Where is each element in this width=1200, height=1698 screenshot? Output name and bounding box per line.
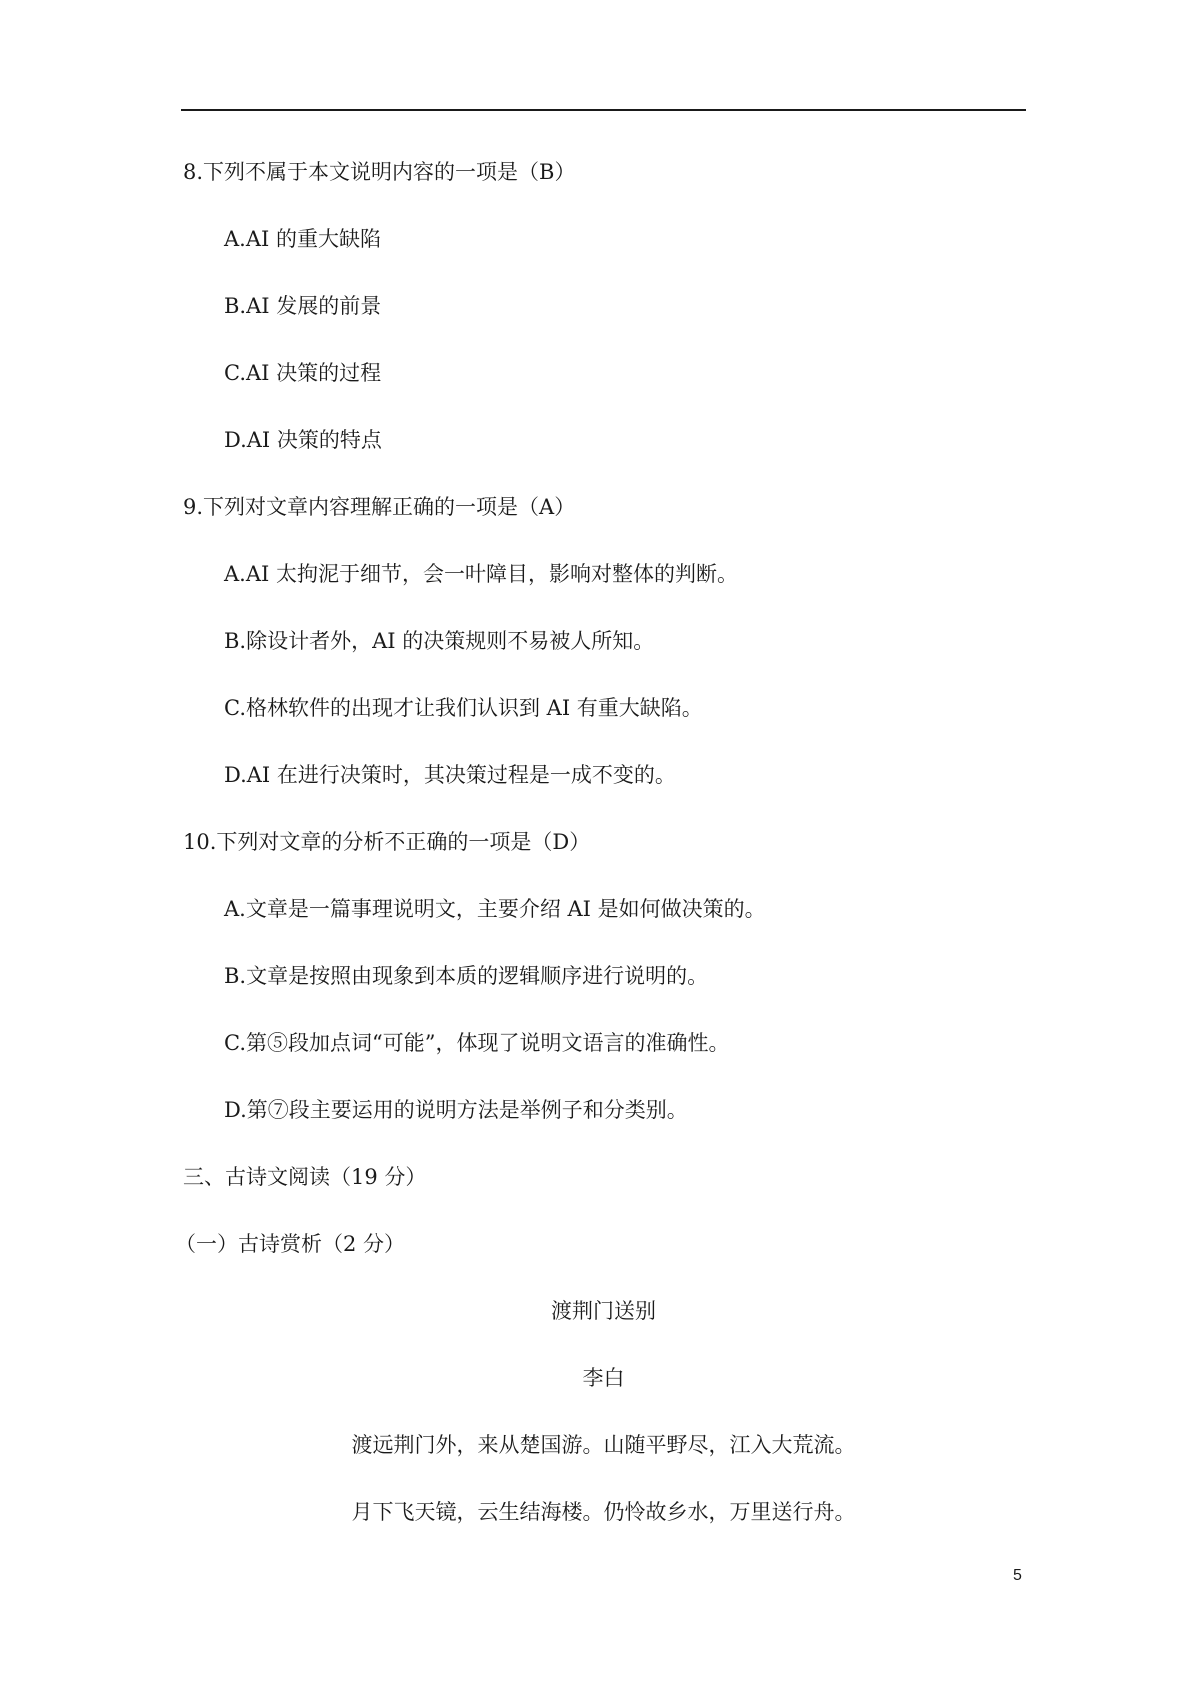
question-9-stem: 9.下列对文章内容理解正确的一项是（A） bbox=[183, 495, 576, 519]
question-8-option-b: B.AI 发展的前景 bbox=[224, 294, 382, 318]
question-10-option-b: B.文章是按照由现象到本质的逻辑顺序进行说明的。 bbox=[224, 964, 709, 988]
section-subheading: （一）古诗赏析（2 分） bbox=[175, 1232, 406, 1256]
question-8-option-d: D.AI 决策的特点 bbox=[224, 428, 382, 452]
question-10-option-a: A.文章是一篇事理说明文，主要介绍 AI 是如何做决策的。 bbox=[224, 897, 766, 921]
question-10-option-c: C.第⑤段加点词“可能”，体现了说明文语言的准确性。 bbox=[224, 1031, 730, 1055]
question-8-option-a: A.AI 的重大缺陷 bbox=[224, 227, 381, 251]
question-9-option-b: B.除设计者外，AI 的决策规则不易被人所知。 bbox=[224, 629, 655, 653]
question-10-option-d: D.第⑦段主要运用的说明方法是举例子和分类别。 bbox=[224, 1098, 688, 1122]
poem-title: 渡荆门送别 bbox=[551, 1299, 656, 1323]
question-9-option-a: A.AI 太拘泥于细节，会一叶障目，影响对整体的判断。 bbox=[224, 562, 738, 586]
poem-line-2: 月下飞天镜，云生结海楼。仍怜故乡水，万里送行舟。 bbox=[351, 1500, 856, 1524]
header-rule bbox=[181, 109, 1026, 111]
page-number: 5 bbox=[1013, 1567, 1022, 1584]
section-heading: 三、古诗文阅读（19 分） bbox=[183, 1165, 427, 1189]
question-9-option-d: D.AI 在进行决策时，其决策过程是一成不变的。 bbox=[224, 763, 676, 787]
poem-line-1: 渡远荆门外，来从楚国游。山随平野尽，江入大荒流。 bbox=[351, 1433, 856, 1457]
question-9-option-c: C.格林软件的出现才让我们认识到 AI 有重大缺陷。 bbox=[224, 696, 703, 720]
question-10-stem: 10.下列对文章的分析不正确的一项是（D） bbox=[183, 830, 591, 854]
question-8-option-c: C.AI 决策的过程 bbox=[224, 361, 382, 385]
poem-author: 李白 bbox=[582, 1366, 625, 1390]
question-8-stem: 8.下列不属于本文说明内容的一项是（B） bbox=[183, 160, 576, 184]
